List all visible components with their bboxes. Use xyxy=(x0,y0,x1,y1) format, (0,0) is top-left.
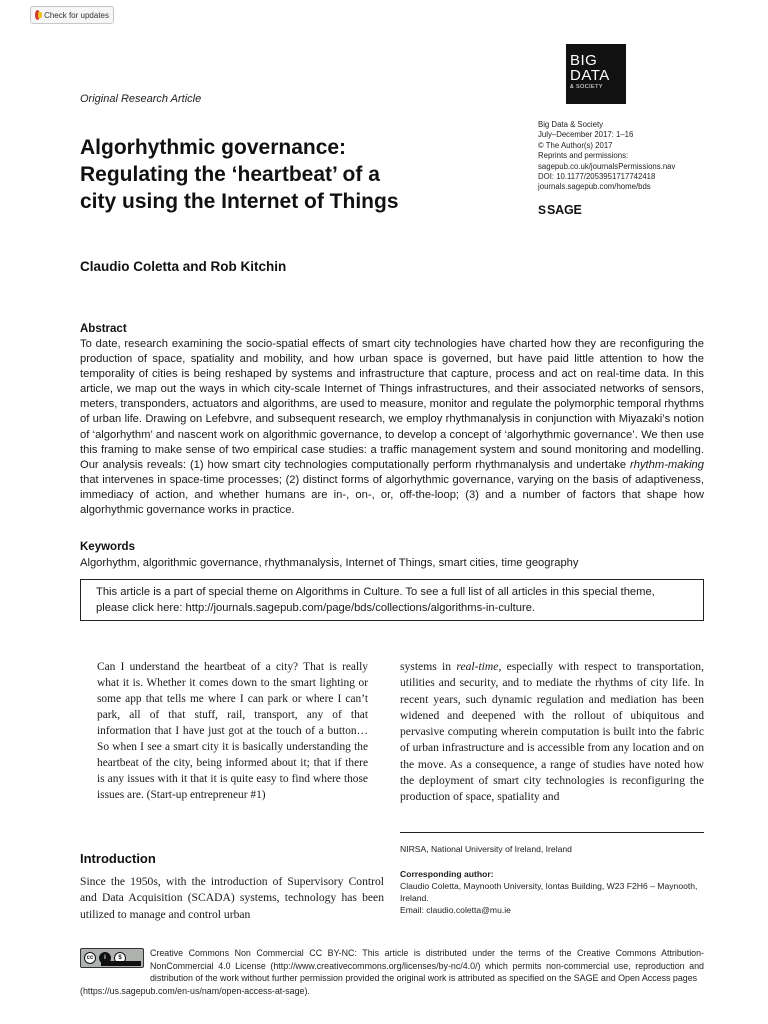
creative-commons-badge[interactable] xyxy=(80,948,144,968)
corresponding-email[interactable]: Email: claudio.coletta@mu.ie xyxy=(400,905,511,915)
sage-icon: S xyxy=(538,203,547,217)
check-updates-icon xyxy=(35,10,40,20)
authors: Claudio Coletta and Rob Kitchin xyxy=(80,259,287,274)
footnote-divider xyxy=(400,832,704,833)
introduction-heading: Introduction xyxy=(80,851,156,866)
keywords-heading: Keywords xyxy=(80,541,135,553)
by-icon: i xyxy=(99,952,111,964)
corresponding-author-heading: Corresponding author: xyxy=(400,869,494,879)
check-for-updates-button[interactable] xyxy=(30,6,114,24)
sage-logo xyxy=(538,203,582,217)
abstract-text xyxy=(80,337,704,518)
title-line: Algorhythmic governance: xyxy=(80,136,347,159)
article-title xyxy=(80,134,500,215)
article-type: Original Research Article xyxy=(80,93,202,105)
check-updates-label: Check for updates xyxy=(44,10,109,20)
license-text: Creative Commons Non Commercial CC BY-NC: This article is distributed under the terms of the Creative Commons Attribution-NonCommercial 4.0 License (http://www.creativecommons.org/licenses/by-nc/4.0/) which permits non-commercial use, reproduction and distribution of the work without further permission provided the original work is attributed as specified on the SAGE and Open Access pages xyxy=(150,948,704,984)
logo-line-society: & SOCIETY xyxy=(570,84,603,90)
reprints-label: Reprints and permissions: xyxy=(538,151,629,161)
special-theme-notice[interactable]: This article is a part of special theme on Algorithms in Culture. To see a full list of all articles in this special theme, please click here: http://journals.sagepub.com/page/bds/collections/algorithms-in-culture. xyxy=(80,579,704,621)
epigraph-quote: Can I understand the heartbeat of a city? That is really what it is. Whether it comes down to the smart lighting or some app that tells me where I can park or where I can’t park, all of that stuff, rail, transport, any of that information that I have just got at the touch of a button… So when I see a smart city it is basically understanding the heartbeat of the city, being informed about it; that if there is any issues with it that it is quite easy to find where those issues are. (Start-up entrepreneur #1) xyxy=(97,661,368,801)
doi[interactable]: DOI: 10.1177/2053951717742418 xyxy=(538,172,656,182)
body-text-part: , especially with respect to transportation, utilities and security, and to mediate the rhythms of city life. In recent years, such dynamic regulation and mediation has been widened and deepened with the rollout of ubiquitous and pervasive computing wherein computation is built into the fabric of urban infrastructure and is accessible from any location and on the move. As a consequence, a range of studies have noted how the deployment of smart city technologies is reconfiguring the production of space, spatiality and xyxy=(400,660,704,804)
cc-strip xyxy=(101,961,141,966)
body-text-part: systems in xyxy=(400,660,457,673)
keywords-text: Algorhythm, algorithmic governance, rhythmanalysis, Internet of Things, smart cities, time geography xyxy=(80,557,579,569)
title-line: city using the Internet of Things xyxy=(80,190,399,213)
journal-logo xyxy=(566,44,626,104)
logo-line-data: DATA xyxy=(570,67,610,84)
abstract-emphasis: rhythm-making xyxy=(630,458,704,471)
reprints-link[interactable]: sagepub.co.uk/journalsPermissions.nav xyxy=(538,161,676,171)
nc-icon: $ xyxy=(114,952,126,964)
cc-icon: cc xyxy=(84,952,96,964)
logo-line-big: BIG xyxy=(570,52,598,69)
abstract-heading: Abstract xyxy=(80,323,127,335)
abstract-text-part: To date, research examining the socio-spatial effects of smart city technologies have charted how they are reconfiguring the production of space, spatiality and mobility, and how urban space is governed, but have paid little attention to how the temporality of cities is being reshaped by systems and infrastructure that capture, process and act on real-time data. In this article, we map out the ways in which city-scale Internet of Things infrastructures, and their associated networks of sensors, meters, transponders, actuators and algorithms, are used to measure, monitor and regulate the polymorphic temporal rhythms of urban life. Drawing on Lefebvre, and subsequent research, we employ rhythmanalysis in conjunction with Miyazaki’s notion of ‘algorhythm’ and nascent work on algorithmic governance, to develop a concept of ‘algorhythmic governance’. We then use this framing to make sense of two empirical case studies: a traffic management system and sound monitoring and modelling. Our analysis reveals: (1) how smart city technologies computationally perform rhythmanalysis and undertake xyxy=(80,338,704,471)
journal-metadata xyxy=(538,120,738,193)
sage-wordmark: SAGE xyxy=(547,203,582,217)
affiliation: NIRSA, National University of Ireland, Ireland xyxy=(400,844,572,854)
corresponding-author-details xyxy=(400,880,704,916)
body-emphasis: real-time xyxy=(456,660,499,673)
introduction-text: Since the 1950s, with the introduction of Supervisory Control and Data Acquisition (SCADA) systems, technology has been utilized to manage and control urban xyxy=(80,875,384,921)
journal-name: Big Data & Society xyxy=(538,120,604,129)
body-text-right xyxy=(400,659,704,806)
journal-issue: July–December 2017: 1–16 xyxy=(538,130,634,140)
corresponding-address: Claudio Coletta, Maynooth University, Iontas Building, W23 F2H6 – Maynooth, Ireland. xyxy=(400,881,698,903)
license-link[interactable]: (https://us.sagepub.com/en-us/nam/open-access-at-sage). xyxy=(80,986,310,996)
journal-link[interactable]: journals.sagepub.com/home/bds xyxy=(538,182,651,192)
title-line: Regulating the ‘heartbeat’ of a xyxy=(80,163,380,186)
abstract-text-part: that intervenes in space-time processes; (2) distinct forms of algorhythmic governance, varying on the basis of adaptiveness, immediacy of action, and whether humans are in-, on-, or, off-the-loop; (3) and a number of factors that shape how algorhythmic governance works in practice. xyxy=(80,473,704,517)
copyright: © The Author(s) 2017 xyxy=(538,140,613,150)
